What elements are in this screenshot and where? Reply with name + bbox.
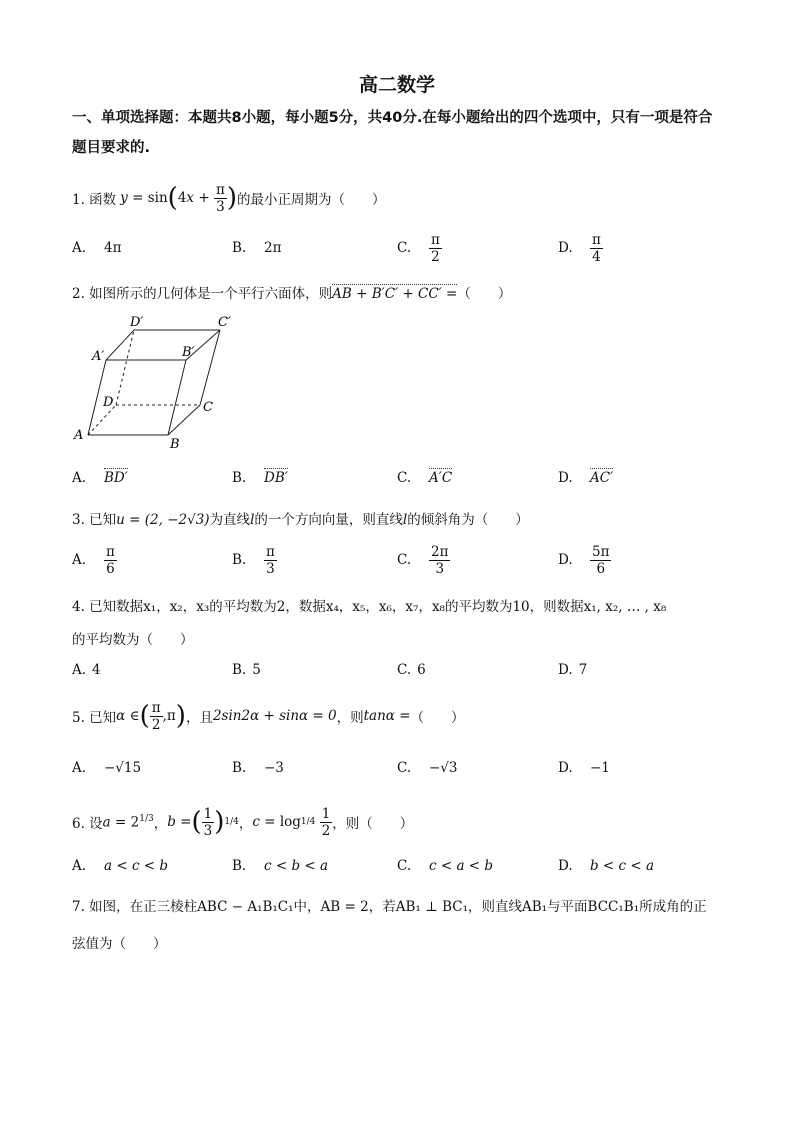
parallelepiped-diagram — [70, 308, 250, 453]
q6-c: c = log 1/4 $\frac{1}{2}$ — [252, 805, 331, 839]
vertex-label: B′ — [182, 345, 195, 360]
q5-option-c[interactable]: C. −√3 — [397, 760, 458, 776]
q2-option-a[interactable]: A. BD′ — [72, 470, 128, 486]
q6-option-c[interactable]: C. c < a < b — [397, 858, 494, 874]
q3-option-c[interactable]: C. $\frac{2\pi}{3}$ — [397, 543, 449, 577]
edge-A1D1 — [106, 330, 134, 360]
question-1 — [72, 178, 385, 218]
q1-option-b[interactable]: B. 2π — [232, 240, 282, 256]
question-2: 2. 如图所示的几何体是一个平行六面体，则AB + B′C′ + CC′ =（ ） — [72, 286, 512, 302]
q4-option-a[interactable]: A. 4 — [72, 662, 101, 678]
vertex-label: C — [203, 400, 213, 415]
q4-option-b[interactable]: B. 5 — [232, 662, 261, 678]
edge-BC — [168, 405, 200, 435]
q2-options — [72, 458, 722, 498]
q1-formula: y = sin ( 4 x + $\frac{\pi}{3}$ ) — [120, 181, 237, 215]
vertex-label: D′ — [130, 315, 144, 330]
q3-options — [72, 540, 722, 580]
q4-option-d[interactable]: D. 7 — [558, 662, 588, 678]
q1-tail: 的最小正周期为（ ） — [236, 192, 386, 208]
q3-option-b[interactable]: B. $\frac{\pi}{3}$ — [232, 543, 275, 577]
vertex-label: A — [74, 428, 84, 443]
q1-option-c[interactable]: C. $\frac{\pi}{2}$ — [397, 231, 440, 265]
vertex-label: C′ — [218, 315, 231, 330]
q2-option-c[interactable]: C. A′C — [397, 470, 453, 486]
edge-BB1 — [168, 360, 186, 435]
q2-option-b[interactable]: B. DB′ — [232, 470, 288, 486]
q6-option-b[interactable]: B. c < b < a — [232, 858, 329, 874]
q6-b: b = ( $\frac{1}{3}$ ) 1/4 — [167, 805, 239, 839]
q6-a: $a = 2^{1/3}$ — [102, 813, 154, 831]
question-7-cont: 弦值为（ ） — [72, 936, 167, 952]
question-5: 5. 已知 α ∈ ( $\frac{\pi}{2}$ ,π ) ，且 2sin2α + sinα = 0 ，则 tanα = （ ） — [72, 699, 465, 733]
question-3: 3. 已知u = (2, −2√3)为直线l的一个方向向量，则直线l的倾斜角为（ ） — [72, 512, 529, 528]
q5-options — [72, 748, 722, 788]
q1-number: 1. 函数 — [72, 192, 117, 208]
q3-vector: u = (2, −2√3) — [116, 512, 210, 528]
page-title: 高二数学 — [358, 74, 435, 96]
q5-option-d[interactable]: D. −1 — [558, 760, 610, 776]
question-6: 6. 设 $a = 2^{1/3}$ ， b = ( $\frac{1}{3}$ ) 1/4 ， c = log 1/4 $\frac{1}{2}$ ，则（ ） — [72, 805, 414, 839]
q2-option-d[interactable]: D. AC′ — [558, 470, 614, 486]
q5-condition: α ∈ ( $\frac{\pi}{2}$ ,π ) — [116, 699, 186, 733]
q5-option-b[interactable]: B. −3 — [232, 760, 284, 776]
q6-option-d[interactable]: D. b < c < a — [558, 858, 655, 874]
q6-options — [72, 846, 722, 886]
section-heading: 一、单项选择题：本题共8小题，每小题5分，共40分.在每小题给出的四个选项中，只有一项是符合题目要求的. — [72, 110, 713, 156]
edge-DD1 — [116, 330, 134, 405]
q2-expression: AB + B′C′ + CC′ = — [332, 286, 458, 302]
question-4: 4. 已知数据x₁，x₂，x₃的平均数为2，数据x₄，x₅，x₆，x₇，x₈的平均数为10，则数据x₁, x₂, … , x₈ — [72, 599, 667, 615]
q1-options — [72, 228, 722, 268]
question-4-cont: 的平均数为（ ） — [72, 632, 194, 648]
q4-option-c[interactable]: C. 6 — [397, 662, 426, 678]
q4-options — [72, 650, 722, 690]
q1-option-a[interactable]: A. 4π — [72, 240, 122, 256]
q6-option-a[interactable]: A. a < c < b — [72, 858, 169, 874]
question-7: 7. 如图，在正三棱柱ABC − A₁B₁C₁中，AB = 2，若AB₁ ⊥ BC₁，则直线AB₁与平面BCC₁B₁所成角的正 — [72, 899, 707, 915]
edge-CC1 — [200, 330, 220, 405]
q1-option-d[interactable]: D. $\frac{\pi}{4}$ — [558, 231, 601, 265]
vertex-label: B — [170, 437, 180, 452]
q3-option-a[interactable]: A. $\frac{\pi}{6}$ — [72, 543, 115, 577]
vertex-label: A′ — [92, 349, 105, 364]
q5-option-a[interactable]: A. −√15 — [72, 760, 142, 776]
q3-option-d[interactable]: D. $\frac{5\pi}{6}$ — [558, 543, 610, 577]
vertex-label: D — [103, 395, 114, 410]
